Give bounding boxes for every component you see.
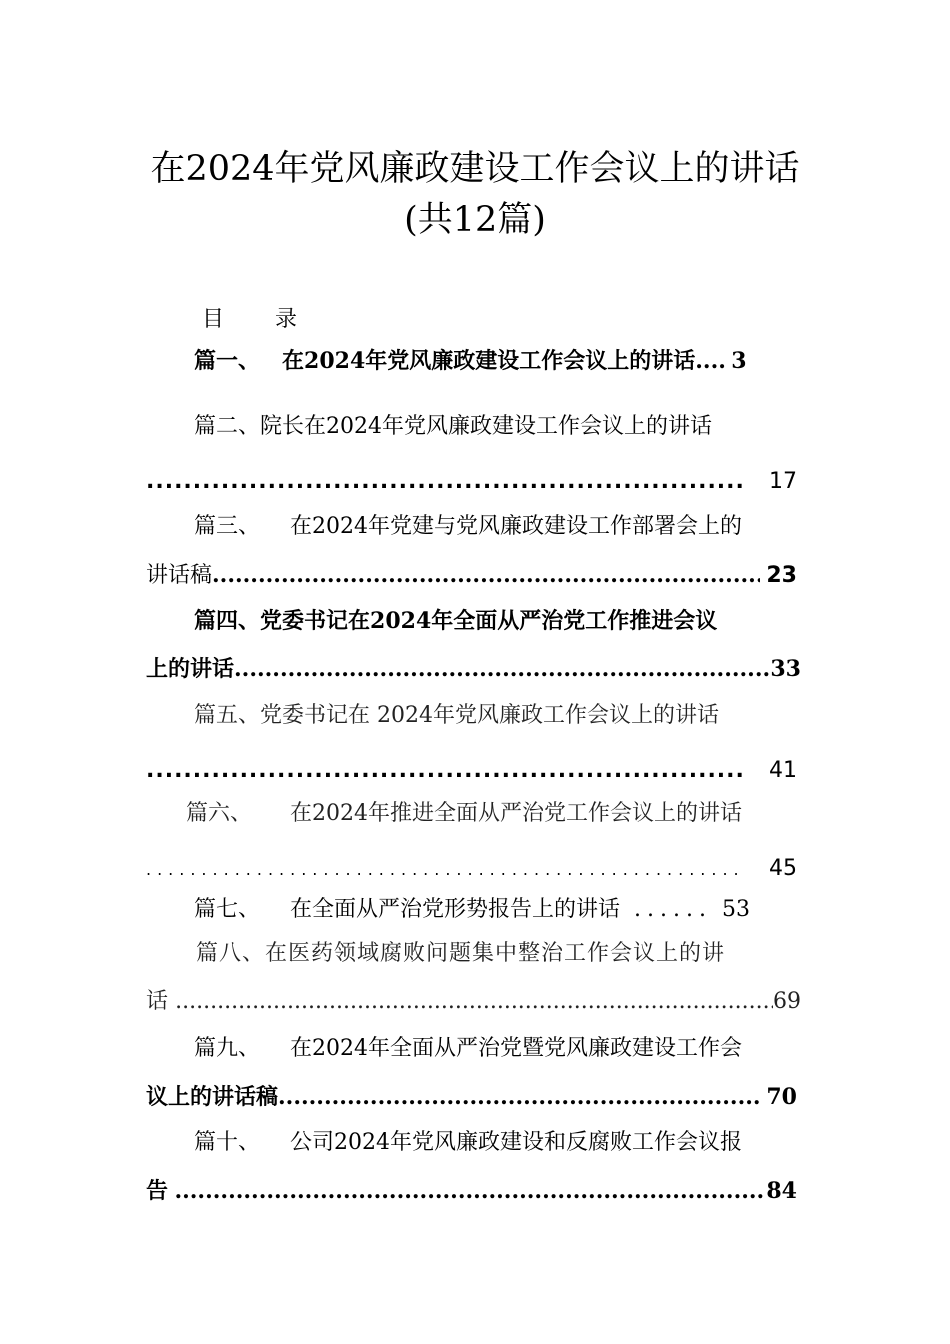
toc-entry-6[interactable] [186,795,805,833]
toc-entry-2-leader-line [146,463,805,501]
toc-entry-page: 70 [766,1084,797,1110]
toc-entry-9-line2 [146,1078,805,1116]
toc-entry-label: 篇二、 [194,414,261,439]
toc-entry-text: 党委书记在2024年全面从严治党工作推进会议 [260,608,718,634]
toc-entry-text-cont: 议上的讲话稿 [146,1084,279,1110]
toc-leader [695,342,725,380]
toc-entry-label: 篇一、 [194,348,261,374]
toc-entry-6-leader-line [146,850,805,888]
toc-entry-label: 篇七、 [194,897,261,922]
toc-leader [212,556,760,594]
toc-entry-5[interactable] [194,697,805,735]
toc-entry-label: 篇六、 [186,801,253,826]
document-title-line1: 在2024年党风廉政建设工作会议上的讲话 [150,149,800,189]
toc-entry-2[interactable] [194,408,805,446]
toc-entry-page: 23 [766,563,797,588]
toc-entry-text: 公司2024年党风廉政建设和反腐败工作会议报 [290,1130,743,1155]
toc-entry-8[interactable] [196,935,805,973]
toc-leader [175,983,773,1021]
toc-entry-4[interactable] [194,602,805,640]
toc-entry-page: 53 [722,897,750,922]
toc-heading: 目 录 [202,307,319,332]
toc-entry-text-cont: 告 [146,1178,169,1204]
toc-entry-label: 篇九、 [194,1036,261,1061]
toc-entry-page: 69 [773,989,801,1014]
toc-entry-page: 17 [769,469,797,494]
toc-entry-10[interactable] [194,1124,805,1162]
toc-leader [146,752,745,790]
toc-entry-label: 篇四、 [194,608,261,634]
toc-entry-7[interactable] [194,891,805,929]
toc-entry-label: 篇十、 [194,1130,261,1155]
toc-entry-page: 41 [769,758,797,783]
toc-entry-text: 院长在2024年党风廉政建设工作会议上的讲话 [260,414,713,439]
toc-entry-1[interactable] [194,342,805,380]
toc-entry-page: 45 [769,856,797,881]
toc-leader [146,463,745,501]
toc-entry-page: 3 [731,348,747,374]
toc-entry-label: 篇八、 [196,941,266,966]
toc-entry-text: 在2024年党风廉政建设工作会议上的讲话 [282,348,696,374]
toc-entry-text: 在全面从严治党形势报告上的讲话 [290,897,621,922]
toc-entry-3[interactable] [194,508,805,546]
toc-entry-5-leader-line [146,752,805,790]
toc-entry-label: 篇三、 [194,514,261,539]
toc-entry-text: 在2024年全面从严治党暨党风廉政建设工作会 [290,1036,743,1061]
toc-entry-text: 在2024年党建与党风廉政建设工作部署会上的 [290,514,743,539]
toc-entry-text: 党委书记在 2024年党风廉政工作会议上的讲话 [260,703,719,728]
toc-entry-10-line2 [146,1172,805,1210]
toc-entry-text: 在2024年推进全面从严治党工作会议上的讲话 [290,801,743,826]
toc-entry-text: 在医药领域腐败问题集中整治工作会议上的讲 [265,941,726,966]
toc-entry-page: 33 [770,656,801,682]
toc-entry-3-line2 [146,556,805,594]
toc-entry-text-cont: 讲话稿 [146,563,213,588]
toc-entry-text-cont: 话 [146,989,169,1014]
toc-leader [278,1078,760,1116]
toc-leader: ...... [634,897,712,922]
toc-entry-label: 篇五、 [194,703,261,728]
toc-leader [174,1172,766,1210]
toc-entry-4-line2 [146,650,805,688]
toc-entry-8-line2 [146,983,805,1021]
document-title-line2: (共12篇) [404,200,546,240]
toc-entry-page: 84 [766,1178,797,1204]
toc-leader [234,650,770,688]
toc-entry-9[interactable] [194,1030,805,1068]
toc-leader [146,851,745,888]
toc-entry-text-cont: 上的讲话 [146,656,235,682]
